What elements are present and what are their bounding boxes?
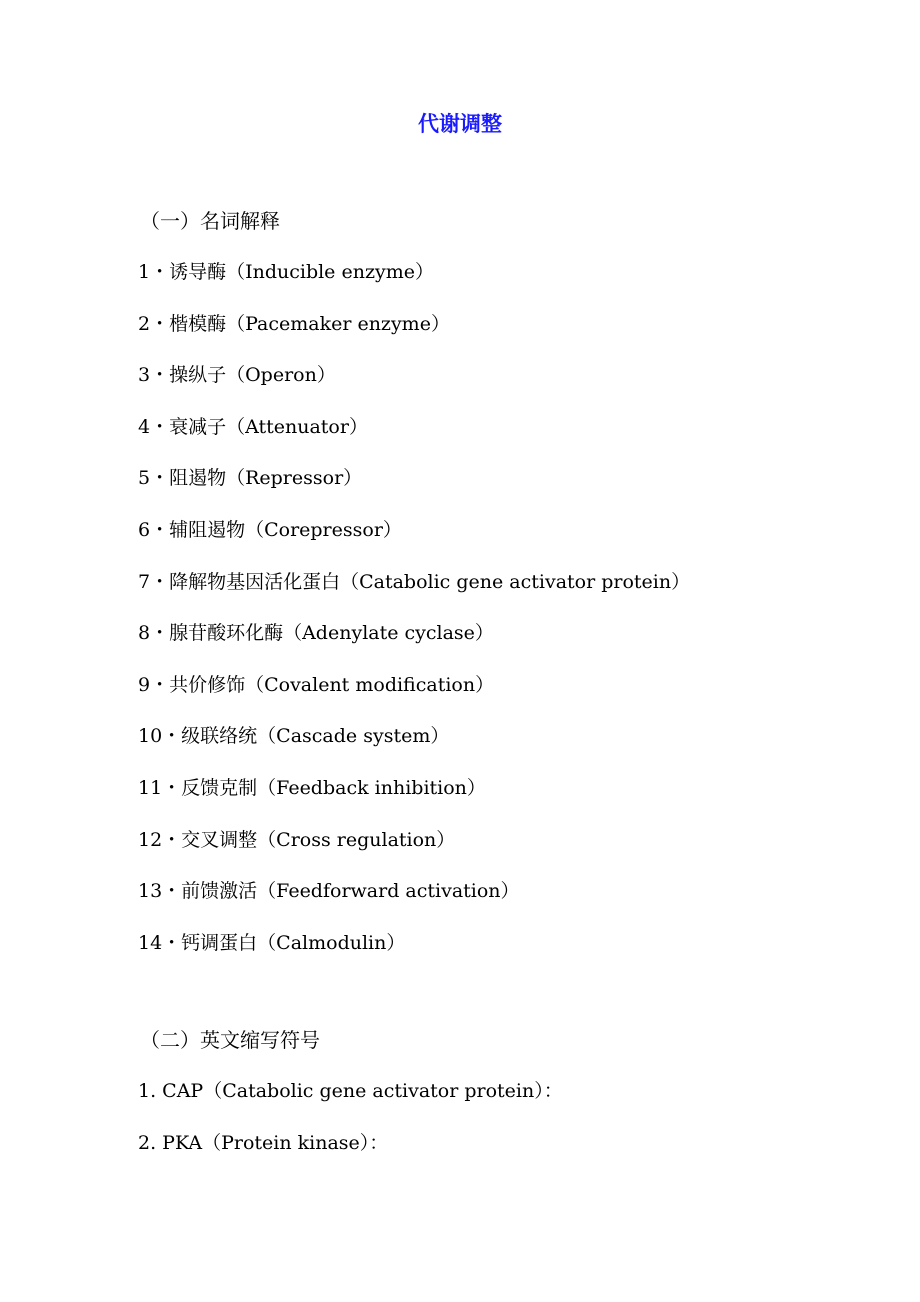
list-item: 3・操纵子（Operon） (138, 364, 336, 387)
list-item: 5・阻遏物（Repressor） (138, 467, 363, 490)
list-item: 6・辅阻遏物（Corepressor） (138, 518, 402, 541)
list-item: 13・前馈激活（Feedforward activation） (138, 880, 520, 903)
document-title: 代谢调整 (418, 112, 502, 136)
list-item: 10・级联络统（Cascade system） (138, 725, 450, 748)
list-item: 7・降解物基因活化蛋白（Catabolic gene activator protein） (138, 570, 691, 593)
list-item: 1. CAP（Catabolic gene activator protein）： (138, 1080, 563, 1102)
list-item: 9・共价修饰（Covalent modification） (138, 673, 495, 696)
list-item: 11・反馈克制（Feedback inhibition） (138, 776, 486, 799)
list-item: 1・诱导酶（Inducible enzyme） (138, 261, 434, 283)
section-heading-definitions: （一）名词解释 (140, 209, 280, 233)
definitions-list (138, 258, 690, 980)
list-item: 2. PKA（Protein kinase）： (138, 1131, 389, 1154)
list-item: 12・交叉调整（Cross regulation） (138, 828, 456, 851)
list-item: 8・腺苷酸环化酶（Adenylate cyclase） (138, 622, 494, 645)
list-item: 2・楷模酶（Pacemaker enzyme） (138, 312, 450, 335)
list-item: 14・钙调蛋白（Calmodulin） (138, 931, 406, 954)
section-heading-abbreviations: （二）英文缩写符号 (140, 1028, 320, 1052)
list-item: 4・衰减子（Attenuator） (138, 415, 368, 438)
abbreviations-list (138, 1077, 563, 1180)
